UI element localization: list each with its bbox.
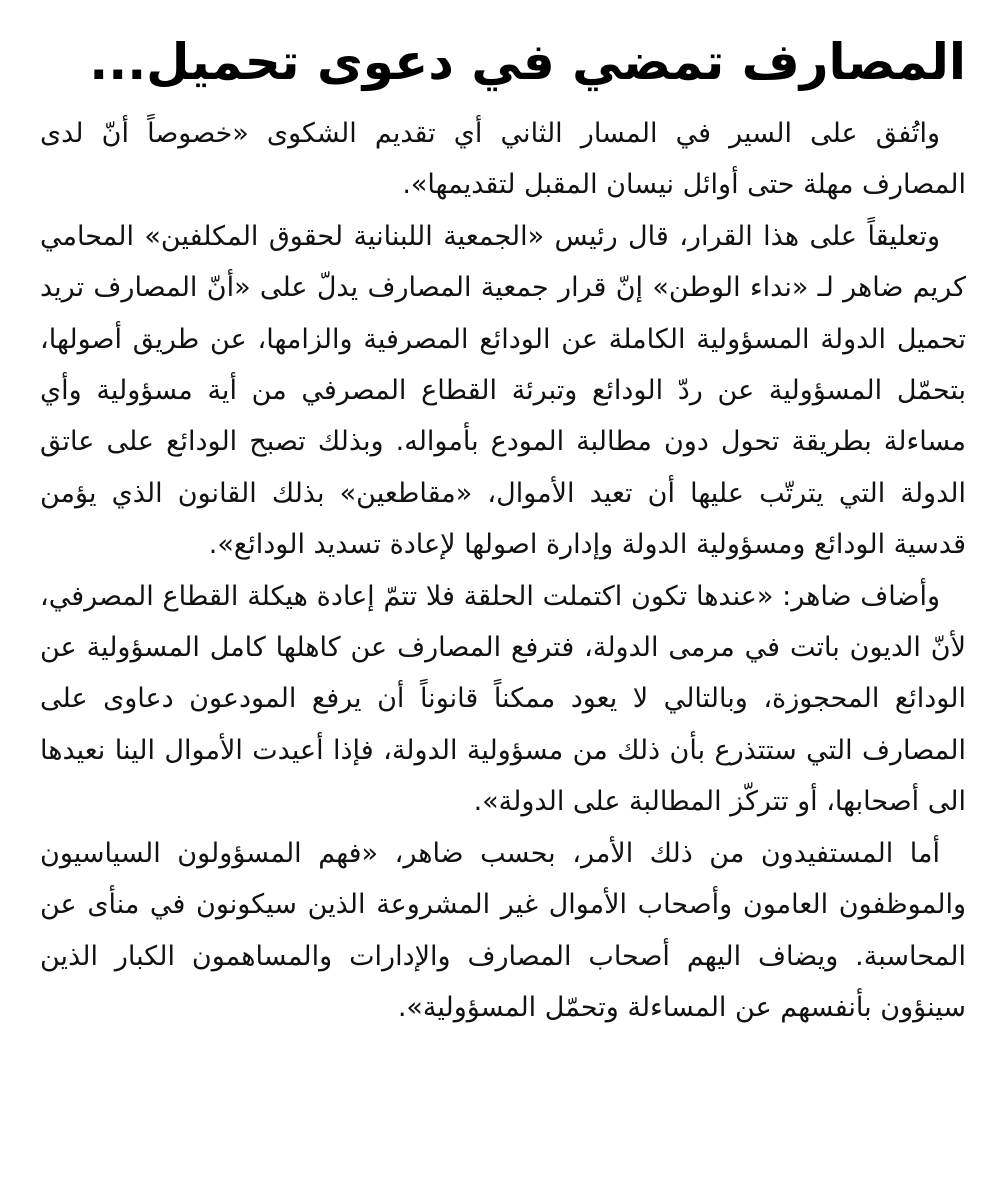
- article-paragraph-3: وأضاف ضاهر: «عندها تكون اكتملت الحلقة فلا تتمّ إعادة هيكلة القطاع المصرفي، لأنّ الديون باتت في مرمى الدولة، فترفع المصارف عن كاهلها كامل المسؤولية عن الودائع المحجوزة، وبالتالي لا يعود ممكناً قانوناً أن يرفع المودعون دعاوى على المصارف التي ستتذرع بأن ذلك من مسؤولية الدولة، فإذا أعيدت الأموال الينا نعيدها الى أصحابها، أو تتركّز المطالبة على الدولة».: [40, 580, 966, 818]
- article-headline: المصارف تمضي في دعوى تحميل...: [89, 33, 966, 91]
- article-paragraph-2: وتعليقاً على هذا القرار، قال رئيس «الجمعية اللبنانية لحقوق المكلفين» المحامي كريم ضاهر لـ «نداء الوطن» إنّ قرار جمعية المصارف يدلّ على «أنّ المصارف تريد تحميل الدولة المسؤولية الكاملة عن الودائع المصرفية والزامها، عن طريق أصولها، بتحمّل المسؤولية عن ردّ الودائع وتبرئة القطاع المصرفي من أية مسؤولية وأي مساءلة بطريقة تحول دون مطالبة المودع بأمواله. وبذلك تصبح الودائع على عاتق الدولة التي يترتّب عليها أن تعيد الأموال، «مقاطعين» بذلك القانون الذي يؤمن قدسية الودائع ومسؤولية الدولة وإدارة اصولها لإعادة تسديد الودائع».: [40, 220, 966, 561]
- article-paragraph-4: أما المستفيدون من ذلك الأمر، بحسب ضاهر، «فهم المسؤولون السياسيون والموظفون العامون وأصحاب الأموال غير المشروعة الذين سيكونون في منأى عن المحاسبة. ويضاف اليهم أصحاب المصارف والإدارات والمساهمون الكبار الذين سينؤون بأنفسهم عن المساءلة وتحمّل المسؤولية».: [40, 837, 966, 1023]
- article-paragraph-1: واتُفق على السير في المسار الثاني أي تقديم الشكوى «خصوصاً أنّ لدى المصارف مهلة حتى أوائل نيسان المقبل لتقديمها».: [40, 118, 966, 201]
